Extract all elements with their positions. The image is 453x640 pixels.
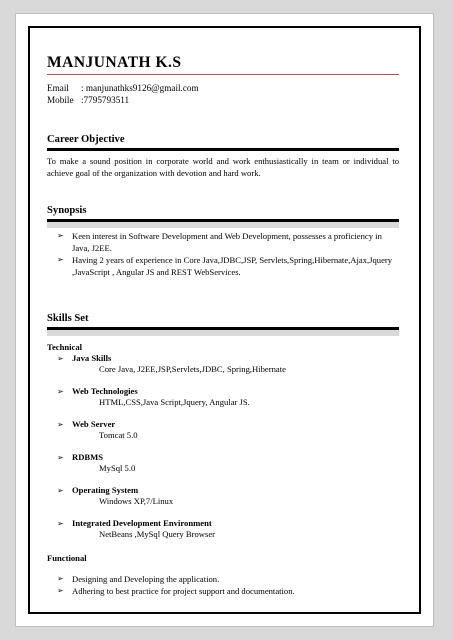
section-shade (47, 222, 399, 228)
candidate-name: MANJUNATH K.S (47, 54, 182, 71)
arrow-bullet-icon: ➢ (57, 419, 64, 429)
skill-value: MySql 5.0 (99, 463, 136, 473)
skill-title: Web Technologies (72, 385, 138, 396)
functional-list (47, 573, 399, 597)
technical-label: Technical (47, 341, 83, 352)
synopsis-title: Synopsis (47, 205, 87, 216)
skill-value: Tomcat 5.0 (99, 430, 138, 440)
contact-block (47, 83, 399, 106)
list-item: ➢ Having 2 years of experience in Core Java,JDBC,JSP, Servlets,Spring,Hibernate,Ajax,Jquery ,JavaScript , Angular JS and REST WebServices. (57, 254, 393, 277)
skill-value: Windows XP,7/Linux (99, 496, 174, 506)
synopsis-list (47, 230, 399, 278)
skill-title: Web Server (72, 418, 116, 429)
skill-rdbms (47, 452, 399, 475)
skill-web-technologies (47, 386, 399, 409)
arrow-bullet-icon: ➢ (57, 386, 64, 396)
skills-section (47, 313, 399, 597)
arrow-bullet-icon: ➢ (57, 254, 64, 264)
skill-java (47, 353, 399, 376)
skill-value: NetBeans ,MySql Query Browser (99, 529, 215, 539)
arrow-bullet-icon: ➢ (57, 353, 64, 363)
email-line (47, 83, 399, 95)
mobile-label: Mobile (47, 94, 74, 105)
skill-title: Operating System (72, 484, 139, 495)
skill-title: Java Skills (72, 352, 112, 363)
skill-title: Integrated Development Environment (72, 517, 212, 528)
career-section (47, 134, 399, 179)
resume-page (16, 14, 433, 626)
mobile-value: :7795793511 (81, 94, 130, 105)
career-text: To make a sound position in corporate world and work enthusiastically in team or individual to achieve goal of the organization with devotion and hard work. (47, 155, 399, 178)
email-label: Email (47, 83, 69, 93)
arrow-bullet-icon: ➢ (57, 485, 64, 495)
skill-web-server (47, 419, 399, 442)
synopsis-section (47, 205, 399, 278)
arrow-bullet-icon: ➢ (57, 518, 64, 528)
career-title: Career Objective (47, 134, 125, 145)
skills-title: Skills Set (47, 313, 89, 324)
name-underline (47, 74, 399, 75)
skill-value: Core Java, J2EE,JSP,Servlets,JDBC, Spring,Hibernate (99, 364, 286, 374)
list-item: ➢ Designing and Developing the application. (57, 573, 220, 584)
mobile-line (47, 95, 399, 107)
functional-label: Functional (47, 552, 87, 563)
section-rule (47, 148, 399, 151)
arrow-bullet-icon: ➢ (57, 452, 64, 462)
arrow-bullet-icon: ➢ (57, 573, 64, 583)
email-value: : manjunathks9126@gmail.com (81, 83, 199, 93)
skill-ide (47, 518, 399, 541)
arrow-bullet-icon: ➢ (57, 585, 64, 595)
arrow-bullet-icon: ➢ (57, 230, 64, 240)
skill-value: HTML,CSS,Java Script,Jquery, Angular JS. (99, 397, 250, 407)
skill-operating-system (47, 485, 399, 508)
list-item: ➢ Keen interest in Software Development and Web Development, possesses a proficiency in Java, J2EE. (57, 230, 382, 253)
skill-title: RDBMS (72, 451, 104, 462)
list-item: ➢ Adhering to best practice for project support and documentation. (57, 585, 295, 596)
section-shade (47, 330, 399, 336)
